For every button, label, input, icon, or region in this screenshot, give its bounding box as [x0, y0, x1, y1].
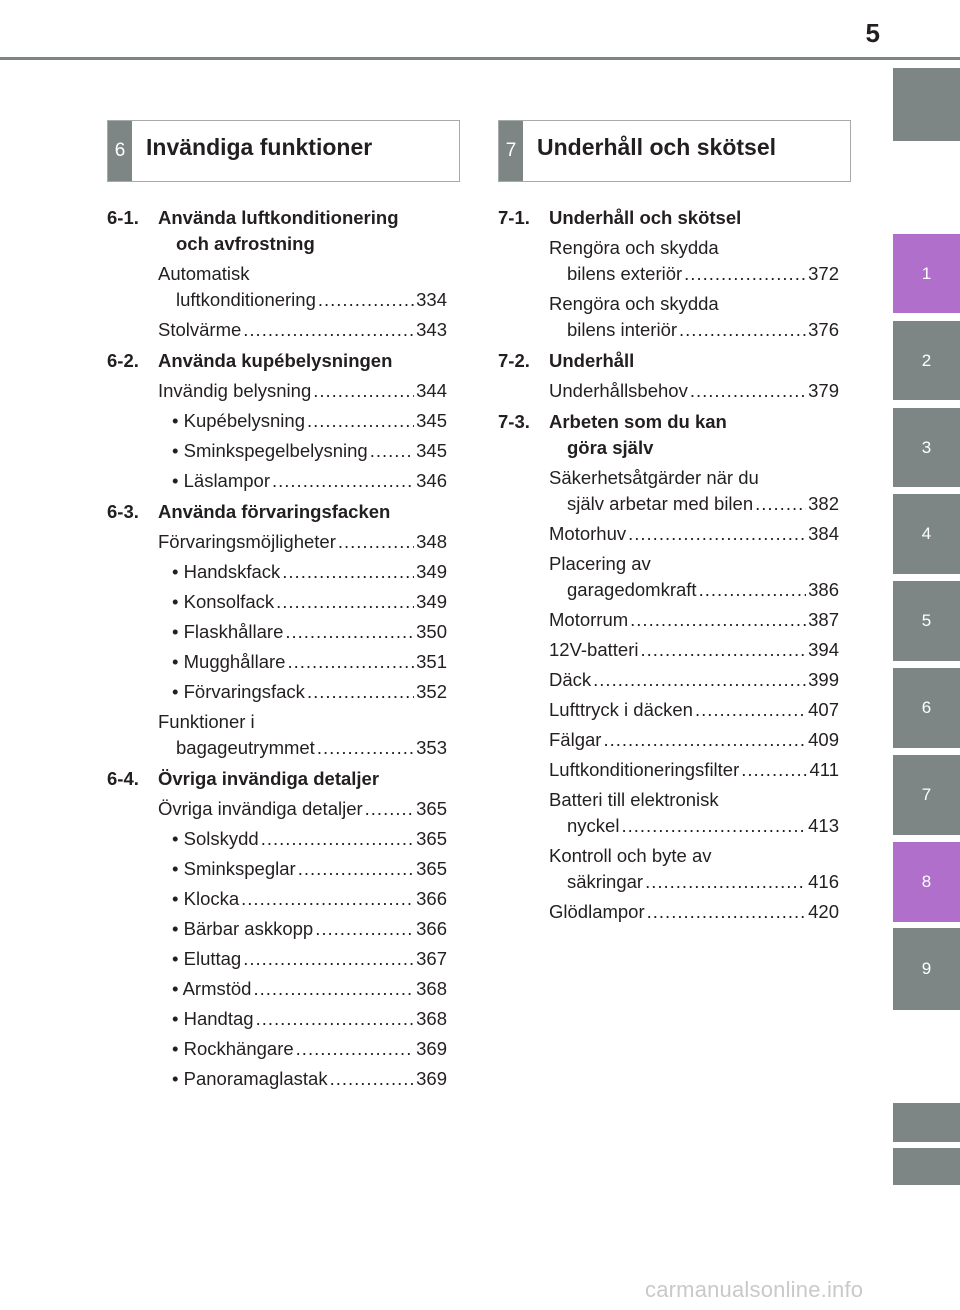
toc-entry-line [549, 491, 839, 517]
page-ref: 349 [416, 561, 447, 582]
toc-entry-text: bagageutrymmet [176, 737, 315, 758]
toc-entry[interactable] [549, 607, 839, 633]
page-number: 5 [865, 18, 880, 48]
toc-entry-line [158, 529, 447, 555]
toc-entry-line [549, 607, 839, 633]
toc-entry-text: Fälgar [549, 729, 602, 750]
page-ref: 407 [808, 699, 839, 720]
dot-leader [315, 916, 414, 942]
page-ref: 379 [808, 380, 839, 401]
page-ref: 366 [416, 888, 447, 909]
page-ref: 367 [416, 948, 447, 969]
dot-leader [699, 577, 807, 603]
toc-entry-line [549, 317, 839, 343]
toc-entry-line [172, 856, 447, 882]
toc-entry[interactable] [158, 709, 447, 761]
toc-entry-text: Motorhuv [549, 523, 627, 544]
toc-entry-line [172, 1066, 447, 1092]
toc-entry-text: Rengöra och skydda [549, 237, 719, 258]
dot-leader [243, 317, 414, 343]
toc-entry[interactable] [549, 637, 839, 663]
dot-leader [318, 287, 414, 313]
toc-entry-line [172, 976, 447, 1002]
chapter-tab[interactable] [893, 1148, 960, 1185]
toc-entry-line [158, 317, 447, 343]
toc-entry-text: Däck [549, 669, 592, 690]
dot-leader [630, 607, 806, 633]
chapter-title: Övriga invändiga detaljer [158, 768, 380, 789]
toc-entry[interactable] [549, 727, 839, 753]
toc-entry[interactable] [158, 317, 447, 343]
dot-leader [307, 408, 414, 434]
toc-entry[interactable] [549, 899, 839, 925]
chapter-title: Arbeten som du kan [549, 411, 727, 432]
chapter-title: Använda kupébelysningen [158, 350, 393, 371]
chapter-heading [107, 766, 447, 792]
toc-entry-text: • Flaskhållare [172, 621, 284, 642]
dot-leader [296, 1036, 414, 1062]
toc-entry-line [172, 886, 447, 912]
toc-entry-text: säkringar [567, 871, 644, 892]
toc-entry-text: • Konsolfack [172, 591, 275, 612]
toc-entry[interactable] [158, 378, 447, 404]
toc-entry-text: Förvaringsmöjligheter [158, 531, 336, 552]
toc-entry-line [172, 438, 447, 464]
chapter-heading [107, 499, 447, 525]
dot-leader [741, 757, 807, 783]
dot-leader [287, 649, 414, 675]
dot-leader [679, 317, 806, 343]
dot-leader [628, 521, 806, 547]
toc-entry[interactable] [549, 787, 839, 839]
toc-entry-text: • Handskfack [172, 561, 281, 582]
chapter-tab[interactable] [893, 1103, 960, 1142]
toc-entry-text: Luftkonditioneringsfilter [549, 759, 740, 780]
chapter-number: 7-3. [498, 411, 530, 432]
chapter-tab[interactable]: 9 [893, 928, 960, 1010]
dot-leader [261, 826, 414, 852]
toc-entry-line [172, 1036, 447, 1062]
toc-entry-text: Kontroll och byte av [549, 845, 712, 866]
toc-entry[interactable] [172, 946, 447, 972]
toc-entry-line [172, 679, 447, 705]
page-ref: 384 [808, 523, 839, 544]
toc-entry-line [549, 521, 839, 547]
toc-entry-line [158, 378, 447, 404]
toc-entry-text: • Rockhängare [172, 1038, 294, 1059]
chapter-title: och avfrostning [176, 233, 315, 254]
chapter-heading [498, 348, 839, 374]
dot-leader [330, 1066, 415, 1092]
toc-entry-text: bilens exteriör [567, 263, 683, 284]
dot-leader [640, 637, 806, 663]
toc-entry-text: bilens interiör [567, 319, 678, 340]
dot-leader [755, 491, 806, 517]
toc-entry[interactable] [172, 1006, 447, 1032]
chapter-heading [498, 409, 839, 461]
toc-entry-line [549, 697, 839, 723]
toc-entry-text: • Förvaringsfack [172, 681, 305, 702]
toc-entry-text: själv arbetar med bilen [567, 493, 754, 514]
toc-entry-line [172, 589, 447, 615]
dot-leader [695, 697, 806, 723]
toc-entry[interactable] [549, 235, 839, 287]
page-ref: 420 [808, 901, 839, 922]
page-ref: 413 [808, 815, 839, 836]
page-ref: 345 [416, 410, 447, 431]
chapter-tab[interactable]: 1 [893, 234, 960, 313]
toc-entry-line [549, 378, 839, 404]
chapter-title: Använda luftkonditionering [158, 207, 399, 228]
toc-entry[interactable] [172, 589, 447, 615]
page-ref: 365 [416, 858, 447, 879]
toc-entry[interactable] [549, 843, 839, 895]
dot-leader [253, 976, 414, 1002]
toc-entry[interactable] [172, 1036, 447, 1062]
toc-entry[interactable] [549, 521, 839, 547]
toc-entry-line [172, 468, 447, 494]
toc-entry[interactable] [549, 551, 839, 603]
page-ref: 387 [808, 609, 839, 630]
toc-entry-line [549, 577, 839, 603]
toc-entry[interactable] [172, 649, 447, 675]
toc-entry[interactable] [172, 886, 447, 912]
toc-entry-text: Säkerhetsåtgärder när du [549, 467, 759, 488]
footer-watermark: carmanualsonline.info [645, 1277, 864, 1302]
dot-leader [338, 529, 414, 555]
toc-entry-text: • Eluttag [172, 948, 242, 969]
toc-entry-line [549, 899, 839, 925]
toc-entry-text: • Solskydd [172, 828, 259, 849]
page-ref: 376 [808, 319, 839, 340]
toc-entry-text: garagedomkraft [567, 579, 697, 600]
toc-entry-text: luftkonditionering [176, 289, 316, 310]
chapter-number: 6-1. [107, 207, 139, 228]
toc-entry[interactable] [549, 757, 839, 783]
toc-entry-line [172, 649, 447, 675]
toc-entry[interactable] [172, 826, 447, 852]
toc-entry-text: Batteri till elektronisk [549, 789, 719, 810]
chapter-title: Använda förvaringsfacken [158, 501, 391, 522]
toc-entry-text: • Sminkspeglar [172, 858, 296, 879]
dot-leader [298, 856, 414, 882]
toc-entry-text: Funktioner i [158, 711, 255, 732]
dot-leader [365, 796, 414, 822]
toc-entry-line [158, 735, 447, 761]
toc-entry-line [172, 408, 447, 434]
chapter-tab[interactable] [893, 68, 960, 141]
toc-entry-line [158, 287, 447, 313]
toc-entry-line [158, 796, 447, 822]
page-ref: 353 [416, 737, 447, 758]
dot-leader [647, 899, 806, 925]
toc-entry[interactable] [172, 856, 447, 882]
toc-entry-text: Placering av [549, 553, 651, 574]
toc-entry-line [172, 619, 447, 645]
chapter-heading [107, 205, 447, 257]
chapter-number: 6-3. [107, 501, 139, 522]
toc-entry[interactable] [172, 468, 447, 494]
page-ref: 366 [416, 918, 447, 939]
toc-entry-line [549, 637, 839, 663]
section-header-right [498, 120, 851, 182]
dot-leader [690, 378, 806, 404]
chapter-number: 7-1. [498, 207, 530, 228]
section-header-left [107, 120, 460, 182]
toc-entry[interactable] [158, 529, 447, 555]
toc-entry-text: • Sminkspegelbelysning [172, 440, 368, 461]
toc-entry[interactable] [172, 559, 447, 585]
chapter-title: Underhåll och skötsel [549, 207, 742, 228]
page-ref: 349 [416, 591, 447, 612]
chapter-tab[interactable]: 8 [893, 842, 960, 922]
chapter-tab[interactable]: 2 [893, 321, 960, 400]
dot-leader [282, 559, 414, 585]
toc-entry-line [549, 667, 839, 693]
toc-entry-text: Rengöra och skydda [549, 293, 719, 314]
page-ref: 382 [808, 493, 839, 514]
toc-entry[interactable] [172, 408, 447, 434]
toc-entry[interactable] [549, 465, 839, 517]
chapter-tab[interactable]: 6 [893, 668, 960, 748]
section-title: Invändiga funktioner [146, 133, 373, 160]
chapter-number: 6-2. [107, 350, 139, 371]
toc-entry-line [549, 869, 839, 895]
toc-entry[interactable] [549, 667, 839, 693]
dot-leader [621, 813, 806, 839]
toc-entry-line [549, 261, 839, 287]
dot-leader [256, 1006, 415, 1032]
toc-entry[interactable] [172, 1066, 447, 1092]
page-ref: 368 [416, 978, 447, 999]
toc-entry[interactable] [549, 697, 839, 723]
toc-entry[interactable] [172, 679, 447, 705]
toc-entry-text: • Armstöd [172, 978, 252, 999]
dot-leader [276, 589, 414, 615]
dot-leader [272, 468, 414, 494]
dot-leader [603, 727, 806, 753]
toc-entry-text: Glödlampor [549, 901, 645, 922]
page-ref: 409 [808, 729, 839, 750]
page-ref: 334 [416, 289, 447, 310]
page-ref: 365 [416, 828, 447, 849]
toc-entry-text: Automatisk [158, 263, 250, 284]
page-ref: 369 [416, 1038, 447, 1059]
toc-entry-text: Övriga invändiga detaljer [158, 798, 363, 819]
page-ref: 345 [416, 440, 447, 461]
toc-entry[interactable] [172, 619, 447, 645]
toc-entry-text: Invändig belysning [158, 380, 312, 401]
chapter-number: 7-2. [498, 350, 530, 371]
page-ref: 369 [416, 1068, 447, 1089]
toc-entry-line [172, 946, 447, 972]
toc-entry-line [172, 916, 447, 942]
toc-entry-text: Lufttryck i däcken [549, 699, 693, 720]
toc-entry-text: • Kupébelysning [172, 410, 305, 431]
toc-entry-line [549, 757, 839, 783]
dot-leader [370, 438, 414, 464]
toc-entry-text: Motorrum [549, 609, 629, 630]
page-ref: 399 [808, 669, 839, 690]
chapter-tab[interactable]: 5 [893, 581, 960, 661]
toc-entry-text: • Bärbar askkopp [172, 918, 314, 939]
toc-entry[interactable] [172, 916, 447, 942]
dot-leader [313, 378, 414, 404]
page-ref: 368 [416, 1008, 447, 1029]
dot-leader [593, 667, 806, 693]
toc-entry-text: • Panoramaglastak [172, 1068, 328, 1089]
dot-leader [317, 735, 414, 761]
page-ref: 344 [416, 380, 447, 401]
page-ref: 365 [416, 798, 447, 819]
toc-entry-text: Stolvärme [158, 319, 242, 340]
page-ref: 350 [416, 621, 447, 642]
toc-entry-line [172, 559, 447, 585]
dot-leader [645, 869, 806, 895]
toc-entry-line [549, 727, 839, 753]
toc-entry-text: • Handtag [172, 1008, 254, 1029]
toc-column-left [107, 205, 447, 1092]
toc-entry-text: • Läslampor [172, 470, 270, 491]
page-ref: 416 [808, 871, 839, 892]
chapter-number: 6-4. [107, 768, 139, 789]
toc-entry-line [549, 813, 839, 839]
chapter-heading [498, 205, 839, 231]
toc-entry[interactable] [158, 796, 447, 822]
page-ref: 343 [416, 319, 447, 340]
toc-entry-text: • Klocka [172, 888, 240, 909]
chapter-title: göra själv [567, 437, 654, 458]
toc-entry[interactable] [158, 261, 447, 313]
dot-leader [241, 886, 414, 912]
page-ref: 351 [416, 651, 447, 672]
toc-entry[interactable] [549, 378, 839, 404]
toc-column-right [498, 205, 839, 925]
chapter-tab[interactable]: 7 [893, 755, 960, 835]
toc-entry[interactable] [549, 291, 839, 343]
dot-leader [307, 679, 414, 705]
toc-entry-text: Underhållsbehov [549, 380, 688, 401]
toc-entry-text: • Mugghållare [172, 651, 286, 672]
page-ref: 352 [416, 681, 447, 702]
section-number: 6 [108, 121, 132, 181]
toc-entry-line [172, 826, 447, 852]
toc-entry[interactable] [172, 976, 447, 1002]
chapter-tab[interactable]: 4 [893, 494, 960, 574]
chapter-heading [107, 348, 447, 374]
chapter-tab[interactable]: 3 [893, 408, 960, 487]
page-ref: 386 [808, 579, 839, 600]
dot-leader [243, 946, 414, 972]
toc-entry-text: 12V-batteri [549, 639, 639, 660]
page-ref: 346 [416, 470, 447, 491]
dot-leader [285, 619, 414, 645]
dot-leader [684, 261, 806, 287]
toc-entry[interactable] [172, 438, 447, 464]
section-number: 7 [499, 121, 523, 181]
toc-entry-line [172, 1006, 447, 1032]
page-ref: 411 [809, 759, 839, 780]
toc-entry-text: nyckel [567, 815, 620, 836]
page-ref: 394 [808, 639, 839, 660]
section-title: Underhåll och skötsel [537, 133, 777, 160]
page-ref: 372 [808, 263, 839, 284]
header-rule [0, 57, 960, 60]
chapter-title: Underhåll [549, 350, 635, 371]
page-ref: 348 [416, 531, 447, 552]
